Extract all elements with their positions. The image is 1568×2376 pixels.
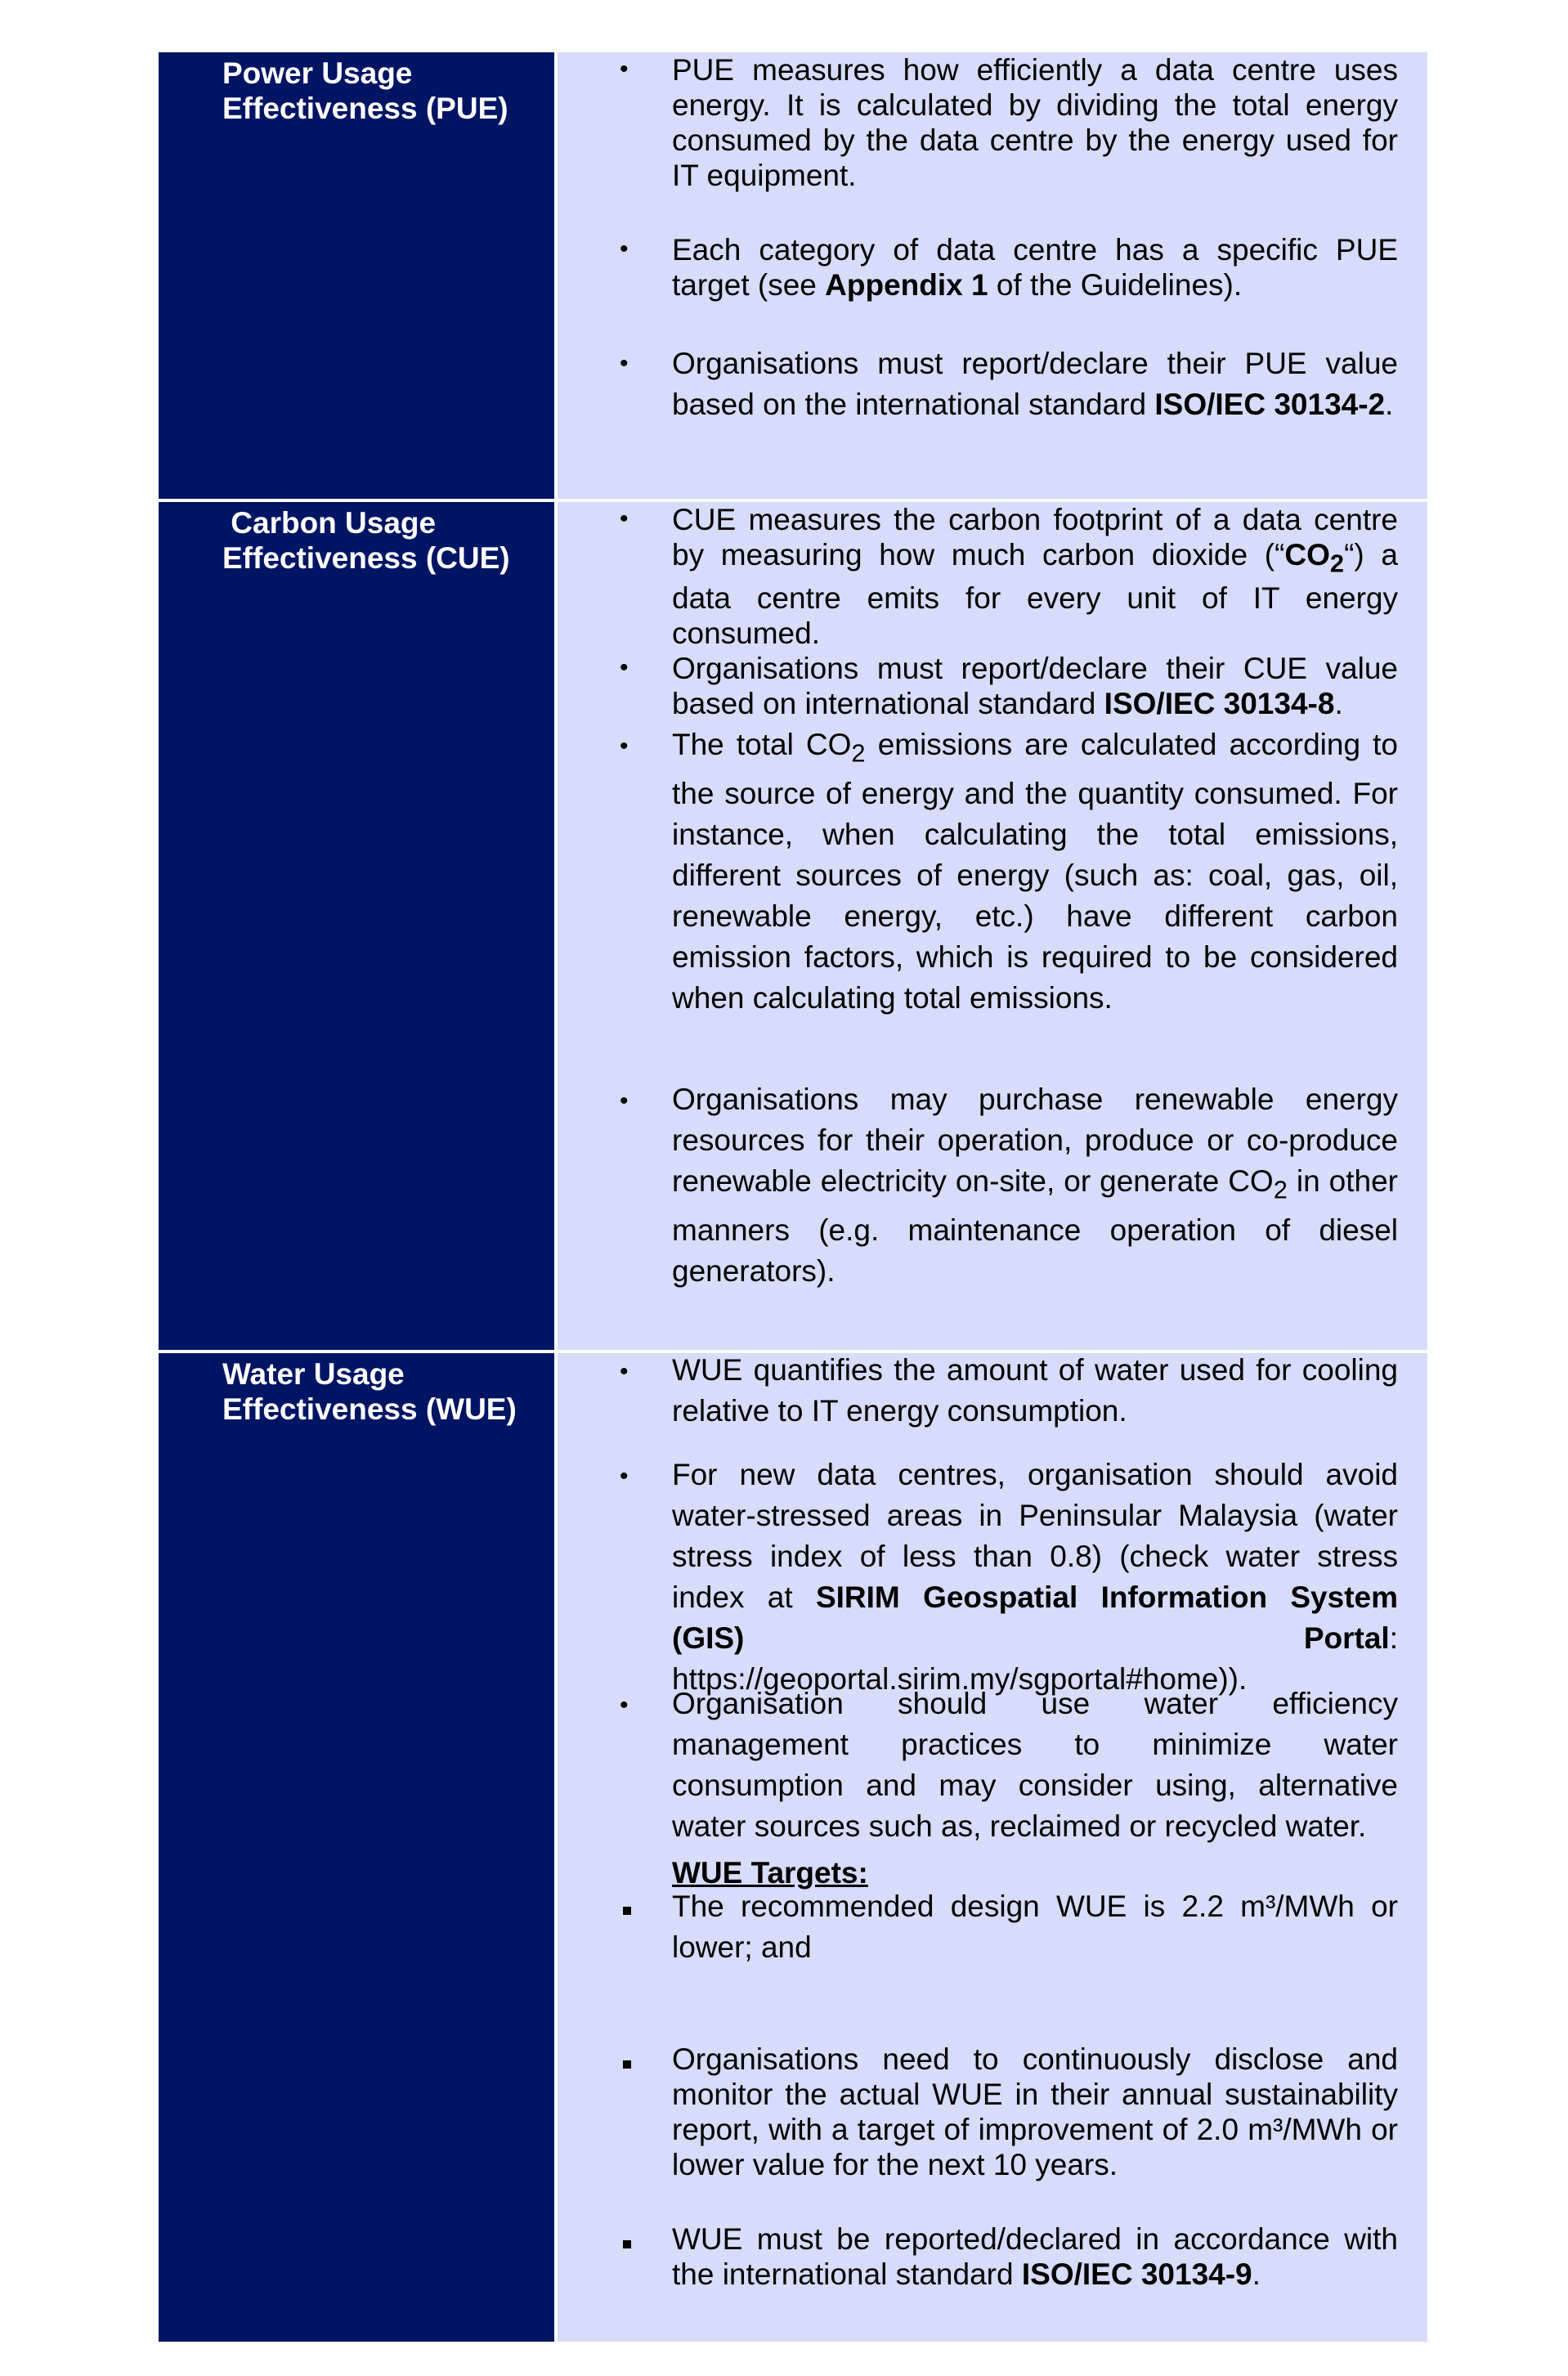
- bullet-icon: •: [620, 235, 629, 262]
- cue-bullet-2: Organisations must report/declare their CUE value based on international standard ISO/IEC 30134-8.: [672, 652, 1398, 720]
- row-label-line: Water Usage: [222, 1357, 405, 1391]
- row-label-wue: [159, 1350, 554, 2342]
- bullet-icon: •: [620, 1087, 629, 1114]
- cue-bullet-3: The total $CO_2$ emissions are calculated according to the source of energy and the quantity consumed. For instance, when calculating the total emissions, different sources of energy (such as: coal, gas, oil, renewable energy, etc.) have different carbon emission factors, which is required to be considered when calculating total emissions.: [672, 728, 1398, 1015]
- bullet-icon: •: [620, 56, 629, 83]
- bullet-icon: •: [620, 1358, 629, 1385]
- cue-bullet-4: Organisations may purchase renewable energy resources for their operation, produce or co-produce renewable electricity on-site, or generate $CO_2$ in other manners (e.g. maintenance operation of diesel generators).: [672, 1083, 1398, 1289]
- row-content-cue: [554, 499, 1427, 1350]
- row-label-line: Effectiveness (CUE): [222, 541, 510, 575]
- cue-bullet-1: CUE measures the carbon footprint of a data centre by measuring how much carbon dioxide $(“CO_2“)$ a data centre emits for every unit of IT energy consumed.: [672, 503, 1398, 651]
- row-label-line: Carbon Usage: [222, 506, 437, 540]
- wue-bullet-3: Organisation should use water efficiency management practices to minimize water consumption and may consider using, alternative water sources such as, reclaimed or recycled water.: [672, 1687, 1398, 1843]
- metrics-table: [159, 52, 1427, 2342]
- row-content-wue: [554, 1350, 1427, 2342]
- square-bullet-icon: [623, 1907, 631, 1915]
- bullet-icon: •: [620, 350, 629, 377]
- row-label-cue: [159, 499, 554, 1350]
- bullet-icon: •: [620, 654, 629, 681]
- pue-bullet-2: Each category of data centre has a specific PUE target (see Appendix 1 of the Guidelines).: [672, 233, 1398, 302]
- row-label-pue: [159, 52, 554, 499]
- wue-target-2: Organisations need to continuously disclose and monitor the actual WUE in their annual sustainability report, with a target of improvement of 2.0 m³/MWh or lower value for the next 10 years.: [672, 2042, 1398, 2181]
- pue-bullet-1: PUE measures how efficiently a data centre uses energy. It is calculated by dividing the total energy consumed by the data centre by the energy used for IT equipment.: [672, 53, 1398, 192]
- wue-bullet-1: WUE quantifies the amount of water used for cooling relative to IT energy consumption.: [672, 1353, 1398, 1428]
- bullet-icon: •: [620, 1463, 629, 1490]
- row-content-pue: [554, 52, 1427, 499]
- row-label-line: Effectiveness (WUE): [222, 1392, 517, 1426]
- wue-target-3: WUE must be reported/declared in accordance with the international standard ISO/IEC 30134-9.: [672, 2222, 1398, 2291]
- bullet-icon: •: [620, 505, 629, 532]
- bullet-icon: •: [620, 733, 629, 760]
- square-bullet-icon: [623, 2060, 631, 2069]
- wue-targets-heading: WUE Targets:: [672, 1856, 868, 1890]
- pue-bullet-3: Organisations must report/declare their PUE value based on the international standard ISO/IEC 30134-2.: [672, 347, 1398, 421]
- row-label-line: Power Usage: [222, 56, 413, 90]
- bullet-icon: •: [620, 1692, 629, 1719]
- row-label-line: Effectiveness (PUE): [222, 92, 508, 125]
- square-bullet-icon: [623, 2240, 631, 2248]
- wue-bullet-2: For new data centres, organisation should avoid water-stressed areas in Peninsular Malaysia (water stress index of less than 0.8) (check water stress index at SIRIM Geospatial Information System (GIS) Portal: https://geoportal.sirim.my/sgportal#home)).: [672, 1458, 1399, 1696]
- wue-target-1: The recommended design WUE is 2.2 m³/MWh or lower; and: [672, 1890, 1398, 1964]
